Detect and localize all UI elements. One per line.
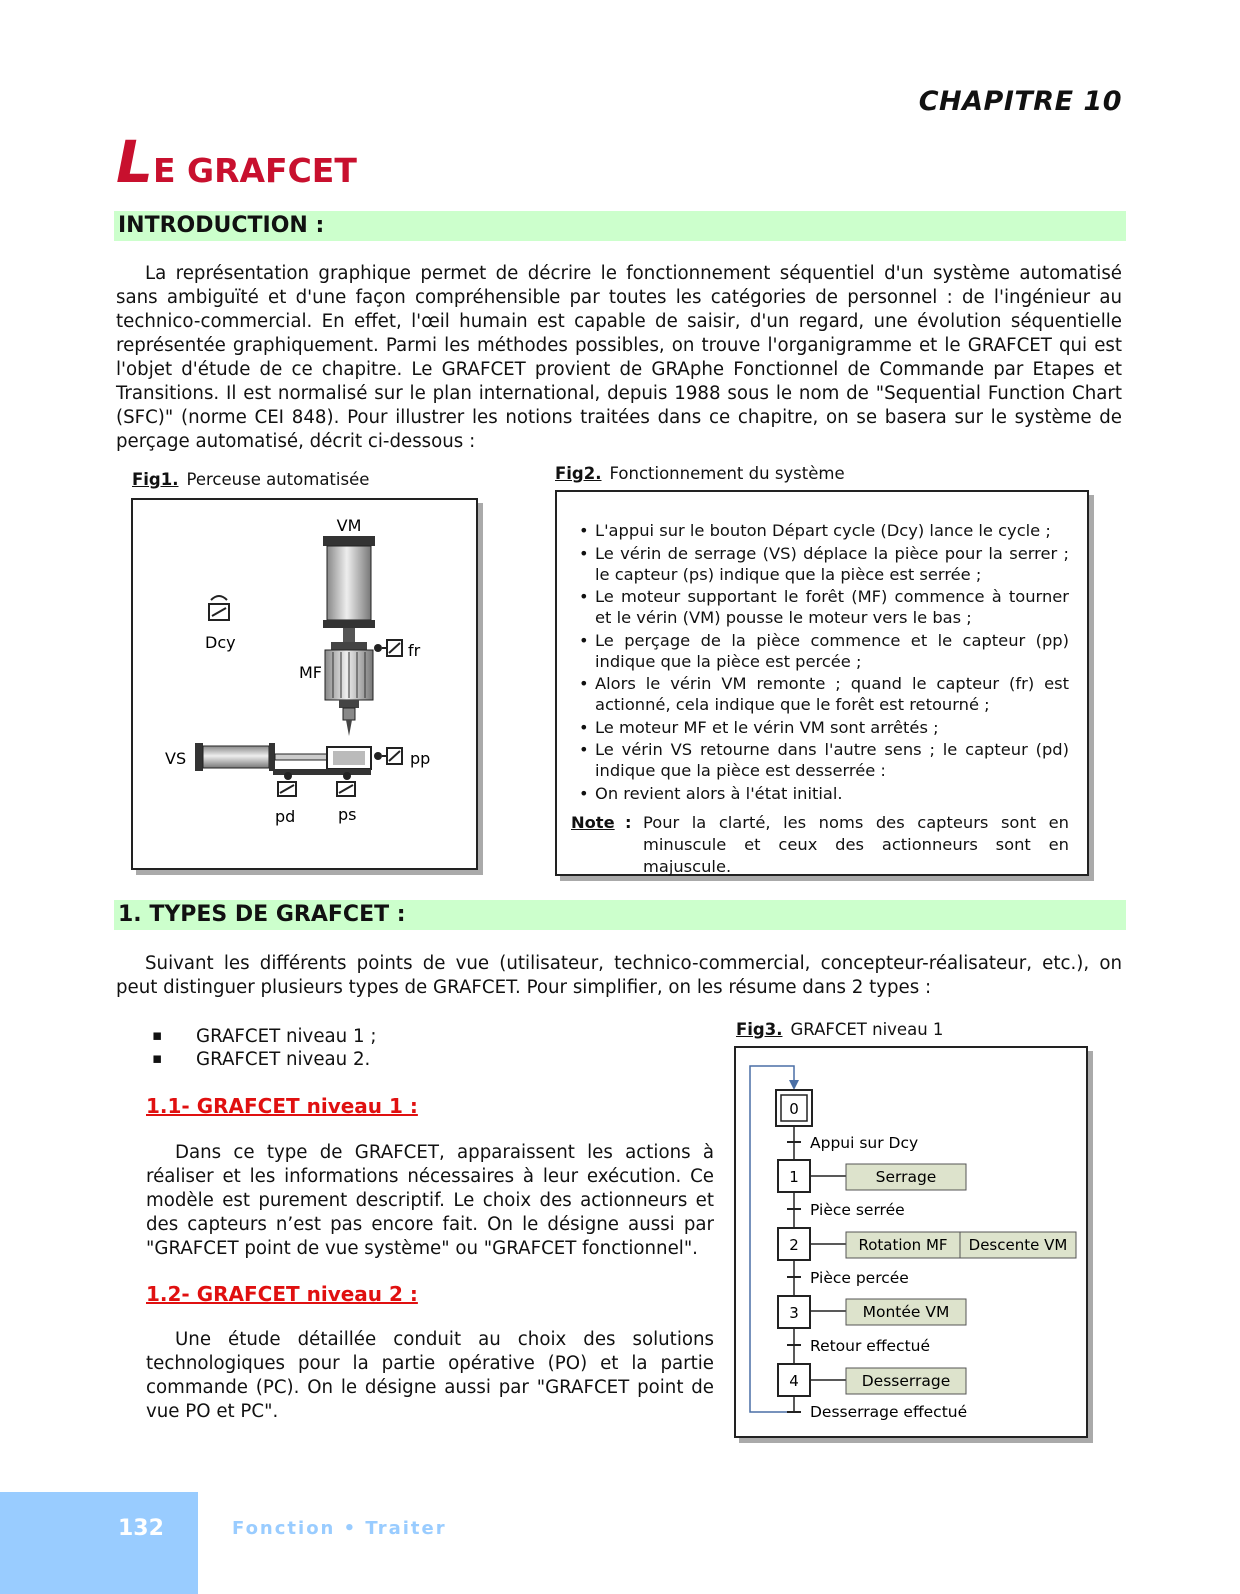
action-serrage-label: Serrage <box>875 1168 937 1186</box>
level1-heading: 1.1- GRAFCET niveau 1 : <box>146 1094 418 1118</box>
drill-diagram <box>133 500 476 868</box>
level2-heading: 1.2- GRAFCET niveau 2 : <box>146 1282 418 1306</box>
level2-paragraph: Une étude détaillée conduit au choix des solutions technologiques pour la partie opérative (PO) et la partie commande (PC). On le désigne aussi par "GRAFCET point de vue PO et PC". <box>146 1329 714 1422</box>
workpiece <box>273 747 371 775</box>
list-item: • On revient alors à l'état initial. <box>571 783 1069 804</box>
transition-2: Pièce percée <box>810 1269 909 1287</box>
intro-paragraph: La représentation graphique permet de décrire le fonctionnement séquentiel d'un système automatisé sans ambiguïté et d'une façon compréhensible par toutes les catégories de personnel : de l'ingénieur au technico-commercial. En effet, l'œil humain est capable de saisir, d'un regard, une évolution séquentielle représentée graphiquement. Parmi les méthodes possibles, on trouve l'organigramme et le GRAFCET qui est l'objet d'étude de ce chapitre. Le GRAFCET provient de GRAphe Fonctionnel de Commande par Etapes et Transitions. Il est normalisé sur le plan international, depuis 1988 sous le nom de "Sequential Function Chart (SFC)" (norme CEI 848). Pour illustrer les notions traitées dans ce chapitre, on se basera sur le système de perçage automatisé, décrit ci-dessous : <box>116 263 1122 452</box>
label-fr: fr <box>408 641 421 660</box>
title-initial: L <box>116 128 153 196</box>
note-text: Pour la clarté, les noms des capteurs sont en minuscule et ceux des actionneurs sont en majuscule. <box>643 812 1069 876</box>
action-descente-vm-label: Descente VM <box>968 1236 1068 1254</box>
label-ps: ps <box>338 805 357 824</box>
list-item: • Le perçage de la pièce commence et le capteur (pp) indique que la pièce est percée ; <box>571 630 1069 672</box>
label-mf: MF <box>299 663 323 682</box>
action-montee-vm-label: Montée VM <box>862 1303 950 1321</box>
vm-cylinder <box>323 536 375 642</box>
step-4 <box>778 1364 810 1396</box>
transition-4: Desserrage effectué <box>810 1403 968 1421</box>
step-0 <box>776 1090 812 1126</box>
svg-text:4: 4 <box>789 1372 799 1390</box>
fig3-caption-text: GRAFCET niveau 1 <box>790 1020 944 1039</box>
chapter-number: CHAPITRE 10 <box>918 86 1122 117</box>
fig1-box <box>131 498 478 870</box>
fig1-label: Fig1. <box>132 470 179 489</box>
fig2-caption <box>555 464 845 483</box>
list-item: • Alors le vérin VM remonte ; quand le capteur (fr) est actionné, cela indique que le forêt est retourné ; <box>571 673 1069 715</box>
operation-list <box>571 520 1069 804</box>
step-2 <box>778 1228 810 1260</box>
dcy-button-icon <box>209 596 229 620</box>
fig1-caption <box>132 470 369 489</box>
page-number: 132 <box>118 1516 164 1541</box>
label-vs: VS <box>165 749 187 768</box>
transition-1: Pièce serrée <box>810 1201 905 1219</box>
note: Note : Pour la clarté, les noms des capteurs sont en minuscule et ceux des actionneurs sont en majuscule. <box>571 812 1069 876</box>
footer-block <box>0 1492 198 1594</box>
fig2-caption-text: Fonctionnement du système <box>609 464 845 483</box>
svg-text:0: 0 <box>789 1100 799 1118</box>
footer-text: Fonction • Traiter <box>232 1518 447 1539</box>
svg-text:2: 2 <box>789 1236 799 1254</box>
fig3-label: Fig3. <box>736 1020 783 1039</box>
types-list <box>152 1025 376 1071</box>
mf-motor <box>325 642 373 736</box>
pd-sensor-icon <box>278 772 296 796</box>
svg-text:3: 3 <box>789 1304 799 1322</box>
vs-cylinder <box>195 743 327 771</box>
list-item: ▪ GRAFCET niveau 1 ; <box>152 1025 376 1048</box>
note-label: Note <box>571 812 615 832</box>
fig1-caption-text: Perceuse automatisée <box>186 470 370 489</box>
list-item: • Le vérin de serrage (VS) déplace la pièce pour la serrer ; le capteur (ps) indique que la pièce est serrée ; <box>571 543 1069 585</box>
list-item: • Le moteur supportant le forêt (MF) commence à tourner et le vérin (VM) pousse le moteur vers le bas ; <box>571 586 1069 628</box>
list-item: • Le vérin VS retourne dans l'autre sens ; le capteur (pd) indique que la pièce est desserrée : <box>571 739 1069 781</box>
grafcet-diagram <box>736 1048 1086 1436</box>
ps-sensor-icon <box>337 772 355 796</box>
list-item: • L'appui sur le bouton Départ cycle (Dcy) lance le cycle ; <box>571 520 1069 541</box>
list-item: ▪ GRAFCET niveau 2. <box>152 1048 376 1071</box>
arrow-icon <box>789 1080 799 1090</box>
action-rotation-mf-label: Rotation MF <box>858 1236 948 1254</box>
step-3 <box>778 1296 810 1328</box>
step-1 <box>778 1160 810 1192</box>
pp-sensor-icon <box>374 748 402 764</box>
fr-sensor-icon <box>374 640 402 656</box>
label-dcy: Dcy <box>205 633 236 652</box>
fig3-box <box>734 1046 1088 1438</box>
level1-paragraph: Dans ce type de GRAFCET, apparaissent les actions à réaliser et les informations nécessaires à leur exécution. Ce modèle est purement descriptif. Le choix des actionneurs et des capteurs n’est pas encore fait. On le désigne aussi par "GRAFCET point de vue système" ou "GRAFCET fonctionnel". <box>146 1142 714 1259</box>
fig2-label: Fig2. <box>555 464 602 483</box>
types-paragraph: Suivant les différents points de vue (utilisateur, technico-commercial, concepteur-réalisateur, etc.), on peut distinguer plusieurs types de GRAFCET. Pour simplifier, on les résume dans 2 types : <box>116 953 1122 998</box>
transition-3: Retour effectué <box>810 1337 931 1355</box>
label-pd: pd <box>275 807 296 826</box>
page-title <box>116 128 357 196</box>
label-vm: VM <box>336 516 362 535</box>
transition-0: Appui sur Dcy <box>810 1134 919 1152</box>
svg-text:1: 1 <box>789 1168 799 1186</box>
list-item: • Le moteur MF et le vérin VM sont arrêtés ; <box>571 717 1069 738</box>
action-desserrage-label: Desserrage <box>861 1372 951 1390</box>
types-heading: 1. TYPES DE GRAFCET : <box>114 900 1126 930</box>
intro-heading: INTRODUCTION : <box>114 211 1126 241</box>
fig3-caption <box>736 1020 943 1039</box>
label-pp: pp <box>410 749 431 768</box>
title-rest: E GRAFCET <box>152 151 357 190</box>
fig2-box <box>555 490 1089 876</box>
